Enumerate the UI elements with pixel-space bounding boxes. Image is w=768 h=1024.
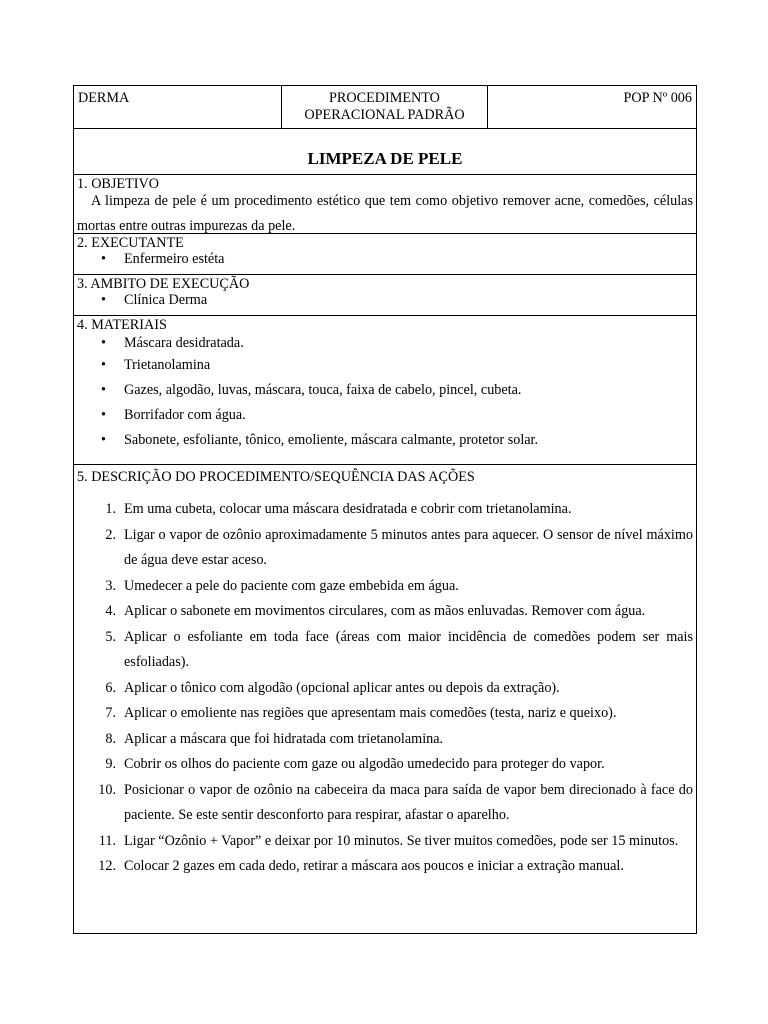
step-text: Ligar “Ozônio + Vapor” e deixar por 10 minutos. Se tiver muitos comedões, pode ser 15 minutos. (124, 832, 679, 849)
step-text: Posicionar o vapor de ozônio na cabeceira da maca para saída de vapor bem direcionado à face do paciente. Se este sentir desconforto para respirar, afastar o aparelho. (124, 781, 693, 823)
step-number: 6. (105, 679, 116, 696)
list-item: • Trietanolamina (77, 353, 693, 378)
step-number: 7. (105, 705, 116, 721)
step-number: 10. (98, 781, 116, 798)
doc-type-cell (282, 86, 488, 128)
section-ambito (74, 275, 696, 316)
step-number: 1. (105, 501, 116, 517)
section-objetivo (74, 175, 696, 234)
procedure-step (77, 625, 693, 676)
section-materiais (74, 316, 696, 465)
list-item: • Borrifador com água. (77, 403, 693, 428)
company-cell: DERMA (74, 86, 282, 128)
ambito-list (77, 292, 693, 308)
procedure-step (77, 676, 693, 702)
section-heading: 4. MATERIAIS (77, 317, 167, 333)
list-item: • Enfermeiro estéta (77, 251, 693, 267)
procedure-step (77, 599, 693, 625)
step-number: 3. (105, 577, 116, 594)
procedure-step (77, 701, 693, 727)
materiais-list (77, 333, 693, 453)
objetivo-text: A limpeza de pele é um procedimento estético que tem como objetivo remover acne, comedões, células mortas entre outras impurezas da pele. (77, 193, 693, 234)
step-text: Aplicar a máscara que foi hidratada com trietanolamina. (124, 730, 444, 747)
step-number: 11. (98, 832, 116, 849)
step-number: 9. (105, 756, 116, 772)
step-text: Em uma cubeta, colocar uma máscara desidratada e cobrir com trietanolamina. (124, 501, 572, 517)
procedure-steps (77, 497, 693, 880)
section-descricao (74, 465, 696, 933)
section-executante (74, 234, 696, 275)
procedure-step (77, 829, 693, 855)
step-text: Umedecer a pele do paciente com gaze embebida em água. (124, 577, 459, 594)
list-item: • Máscara desidratada. (77, 333, 693, 353)
pop-document (73, 85, 697, 934)
step-text: Colocar 2 gazes em cada dedo, retirar a máscara aos poucos e iniciar a extração manual. (124, 858, 624, 874)
step-number: 4. (105, 603, 116, 619)
title-row (74, 129, 696, 175)
step-text: Aplicar o emoliente nas regiões que apresentam mais comedões (testa, nariz e queixo). (124, 705, 617, 721)
procedure-step (77, 752, 693, 778)
list-item: • Gazes, algodão, luvas, máscara, touca, faixa de cabelo, pincel, cubeta. (77, 378, 693, 403)
step-number: 2. (105, 526, 116, 543)
procedure-step (77, 523, 693, 574)
executante-list (77, 251, 693, 267)
step-text: Aplicar o tônico com algodão (opcional aplicar antes ou depois da extração). (124, 679, 560, 696)
step-number: 12. (98, 858, 116, 874)
procedure-step (77, 778, 693, 829)
step-number: 8. (105, 730, 116, 747)
procedure-step (77, 854, 693, 880)
section-heading: 2. EXECUTANTE (77, 235, 184, 251)
procedure-step (77, 574, 693, 600)
doc-type-line2: OPERACIONAL PADRÃO (304, 107, 465, 123)
step-text: Aplicar o esfoliante em toda face (áreas com maior incidência de comedões podem ser mais esfoliadas). (124, 628, 693, 670)
document-title: LIMPEZA DE PELE (307, 148, 463, 168)
list-item: • Clínica Derma (77, 292, 693, 308)
pop-number-cell: POP Nº 006 (623, 90, 692, 106)
section-heading: 1. OBJETIVO (77, 176, 159, 192)
doc-type-line1: PROCEDIMENTO (329, 90, 440, 106)
step-text: Ligar o vapor de ozônio aproximadamente 5 minutos antes para aquecer. O sensor de nível máximo de água deve estar aceso. (124, 526, 693, 568)
header-row (74, 86, 696, 129)
procedure-step (77, 727, 693, 753)
procedure-step (77, 497, 693, 523)
step-number: 5. (105, 628, 116, 645)
step-text: Aplicar o sabonete em movimentos circulares, com as mãos enluvadas. Remover com água. (124, 603, 646, 619)
list-item: • Sabonete, esfoliante, tônico, emoliente, máscara calmante, protetor solar. (77, 428, 693, 453)
step-text: Cobrir os olhos do paciente com gaze ou algodão umedecido para proteger do vapor. (124, 756, 605, 772)
section-heading: 5. DESCRIÇÃO DO PROCEDIMENTO/SEQUÊNCIA DAS AÇÕES (77, 469, 475, 485)
section-heading: 3. AMBITO DE EXECUÇÃO (77, 276, 250, 292)
